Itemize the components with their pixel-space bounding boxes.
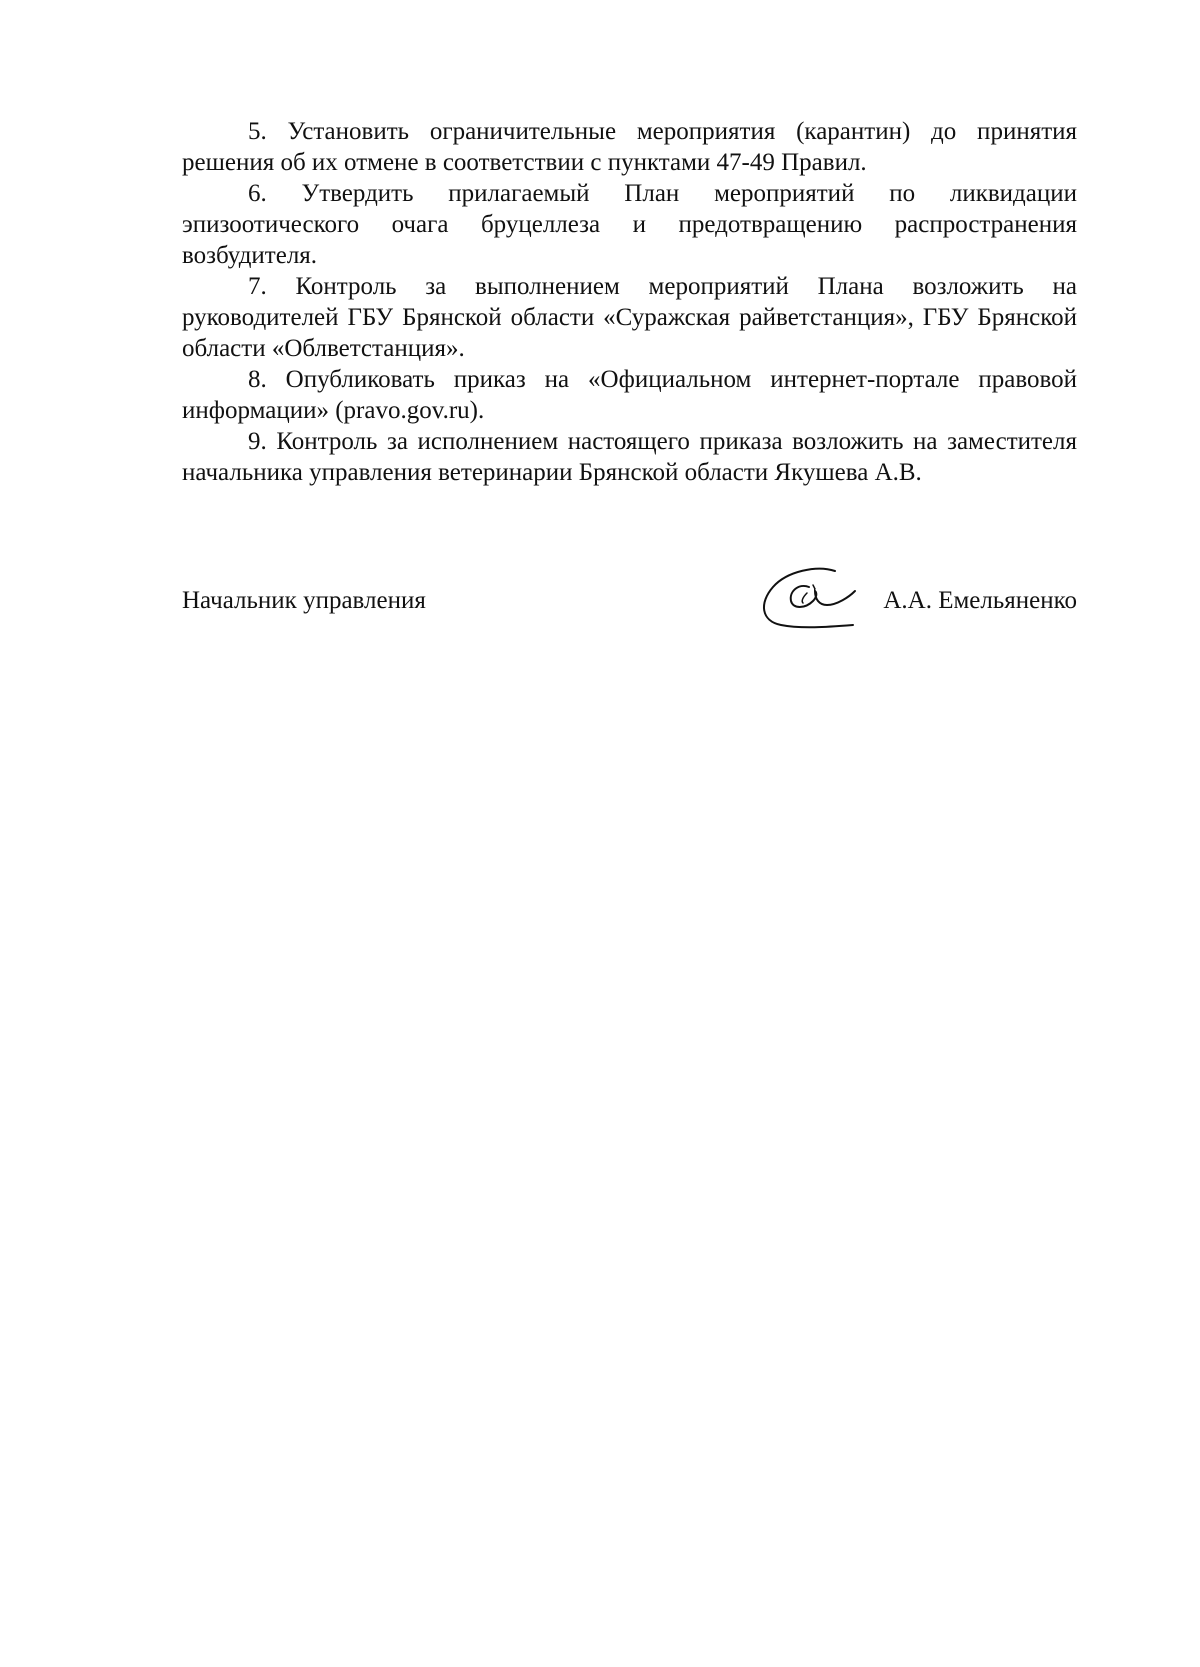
- paragraph-6: 6. Утвердить прилагаемый План мероприятий по ликвидации эпизоотического очага бруцеллеза и предотвращению распространения возбудителя.: [182, 180, 1077, 269]
- signer-name: А.А. Емельяненко: [883, 587, 1077, 614]
- signer-position: Начальник управления: [182, 587, 426, 614]
- paragraph-8: 8. Опубликовать приказ на «Официальном интернет-портале правовой информации» (pravo.gov.ru).: [182, 366, 1077, 424]
- signature-block: [182, 585, 1077, 625]
- paragraph-9: 9. Контроль за исполнением настоящего приказа возложить на заместителя начальника управления ветеринарии Брянской области Якушева А.В.: [182, 428, 1077, 486]
- paragraph-5: 5. Установить ограничительные мероприятия (карантин) до принятия решения об их отмене в соответствии с пунктами 47-49 Правил.: [182, 118, 1077, 176]
- document-body: [182, 116, 1077, 488]
- handwritten-signature-icon: [757, 563, 877, 638]
- paragraph-7: 7. Контроль за выполнением мероприятий Плана возложить на руководителей ГБУ Брянской области «Суражская райветстанция», ГБУ Брянской области «Облветстанция».: [182, 273, 1077, 362]
